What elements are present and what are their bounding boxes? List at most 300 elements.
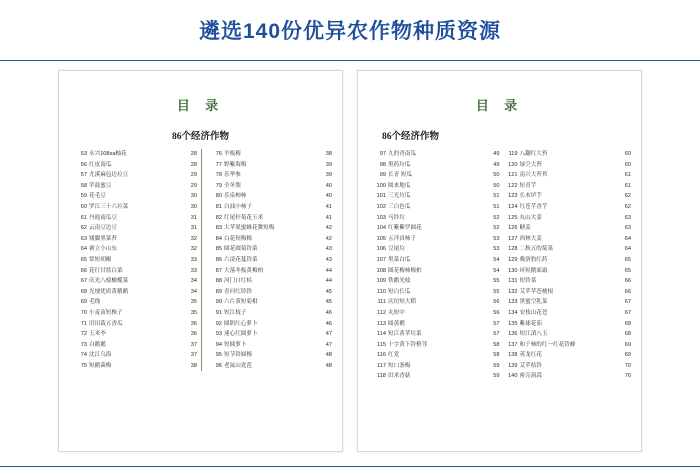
entry-title: 黑药垃瓜: [388, 161, 411, 168]
entry-number: 121: [508, 172, 518, 179]
entry-page: 67: [624, 299, 631, 306]
list-item: [504, 149, 632, 160]
entry-page: 68: [624, 320, 631, 327]
entry-title: 光埂优质黄鹅鹅: [89, 288, 129, 295]
list-item: [504, 361, 632, 372]
entry-number: 84: [215, 235, 222, 242]
entry-number: 105: [376, 235, 386, 242]
entry-page: 35: [190, 299, 197, 306]
entry-page: 56: [493, 299, 500, 306]
entry-title: 紫球花茄: [519, 320, 542, 327]
entry-number: 61: [80, 214, 87, 221]
entry-page: 68: [624, 331, 631, 338]
entry-number: 59: [80, 193, 87, 200]
entry-number: 65: [80, 256, 87, 263]
list-item: [73, 170, 197, 181]
list-item: [208, 213, 332, 224]
entry-number: 108: [376, 267, 386, 274]
list-item: [504, 308, 632, 319]
entry-number: 112: [377, 309, 386, 316]
list-item: [372, 160, 500, 171]
entry-number: 104: [376, 225, 386, 232]
entry-page: 66: [624, 288, 631, 295]
list-item: [208, 350, 332, 361]
list-item: [372, 297, 500, 308]
entry-title: 二秋五的菊菜: [519, 246, 554, 253]
entry-page: 36: [190, 320, 197, 327]
page-title: 遴选140份优异农作物种质资源: [198, 20, 502, 43]
list-item: [372, 340, 500, 351]
entry-number: 58: [80, 182, 87, 189]
entry-page: 45: [325, 288, 332, 295]
entry-title: 短口条梅: [388, 362, 411, 369]
entry-number: 57: [80, 172, 87, 179]
entry-title: 三白色瓜: [388, 203, 411, 210]
list-item: [372, 149, 500, 160]
entry-title: 绿空大苔: [519, 161, 542, 168]
entry-number: 85: [215, 246, 222, 253]
entry-title: 田米香菇: [388, 373, 411, 380]
list-item: [504, 223, 632, 234]
entry-title: 安枝山花苍: [519, 309, 548, 316]
entry-title: 青河红铃铃: [224, 288, 252, 295]
entry-number: 99: [379, 172, 386, 179]
entry-page: 42: [325, 235, 332, 242]
entry-number: 117: [377, 362, 386, 369]
entry-title: 白花短梅梅: [224, 235, 252, 242]
entry-number: 110: [377, 288, 386, 295]
entry-number: 91: [215, 309, 222, 316]
entry-page: 50: [493, 182, 500, 189]
list-item: [73, 213, 197, 224]
list-item: [504, 170, 632, 181]
entry-page: 30: [190, 203, 197, 210]
toc-heading-left: 目 录: [176, 98, 225, 113]
entry-page: 43: [325, 256, 332, 263]
entry-title: 常短胡椒: [89, 256, 112, 263]
entry-page: 32: [190, 246, 197, 253]
entry-title: 丸短中: [388, 309, 405, 316]
list-item: [504, 297, 632, 308]
section-label-left: 86个经济作物: [171, 132, 229, 142]
list-item: [372, 191, 500, 202]
entry-page: 60: [624, 161, 631, 168]
entry-title: 圆阴红心萝卜: [224, 320, 258, 327]
entry-number: 114: [377, 331, 386, 338]
entry-page: 50: [493, 172, 500, 179]
entry-page: 44: [325, 267, 332, 274]
entry-title: 老鼠山党范: [224, 362, 252, 369]
entry-number: 79: [215, 182, 222, 189]
entry-page: 48: [325, 362, 332, 369]
list-item: [504, 191, 632, 202]
entry-page: 65: [624, 256, 631, 263]
entry-page: 67: [624, 309, 631, 316]
entry-title: 毛线: [89, 299, 101, 306]
list-item: [208, 361, 332, 372]
list-item: [504, 160, 632, 171]
entry-number: 73: [80, 341, 87, 348]
entry-title: 九的青南瓜: [388, 151, 416, 157]
entry-number: 87: [215, 267, 222, 274]
list-item: [73, 160, 197, 171]
entry-number: 98: [379, 161, 386, 168]
entry-page: 69: [624, 341, 631, 348]
entry-page: 30: [190, 193, 197, 200]
entry-page: 39: [325, 161, 332, 168]
list-item: [372, 276, 500, 287]
entry-page: 48: [325, 352, 332, 359]
entry-page: 31: [190, 214, 197, 221]
entry-number: 97: [379, 151, 386, 157]
list-item: [208, 170, 332, 181]
entry-page: 31: [190, 225, 197, 232]
entry-page: 55: [493, 278, 500, 285]
entry-number: 120: [508, 161, 518, 168]
entry-page: 63: [624, 214, 631, 221]
entry-number: 63: [80, 235, 87, 242]
entry-page: 51: [493, 193, 500, 200]
entry-title: 密壳葫蒜: [519, 373, 542, 380]
entry-page: 53: [493, 246, 500, 253]
entry-page: 55: [493, 288, 500, 295]
entry-number: 107: [376, 256, 386, 263]
entry-number: 113: [377, 320, 386, 327]
entry-title: 小麦苗短株子: [89, 309, 123, 316]
entry-page: 70: [624, 362, 631, 369]
entry-number: 139: [508, 362, 518, 369]
list-item: [208, 276, 332, 287]
entry-title: 圆花梅柿梅柏: [388, 267, 422, 274]
entry-number: 83: [215, 225, 222, 232]
entry-title: 六凌花蔓铃菜: [224, 256, 258, 263]
entry-number: 53: [80, 151, 87, 157]
entry-page: 65: [624, 267, 631, 274]
entry-title: 黑菜白瓜: [388, 256, 411, 263]
entry-title: 铁鹅光枝: [388, 278, 411, 285]
toc-column-right-1: [372, 149, 500, 382]
entry-title: 圆黄鹅: [388, 320, 405, 327]
list-item: [504, 287, 632, 298]
entry-page: 33: [190, 267, 197, 274]
entry-page: 43: [325, 246, 332, 253]
entry-number: 80: [215, 193, 222, 200]
entry-title: 罗江三十六垃菜: [89, 203, 129, 210]
entry-page: 34: [190, 278, 197, 285]
entry-page: 47: [325, 341, 332, 348]
list-item: [372, 361, 500, 372]
entry-title: 短江枝子: [224, 309, 247, 316]
document-page-left: [58, 70, 343, 452]
entry-number: 92: [215, 320, 222, 327]
entry-title: 矮脚黑菜苔: [89, 235, 117, 242]
list-item: [208, 181, 332, 192]
entry-title: 环短鹅面霜: [519, 267, 548, 274]
list-item: [208, 297, 332, 308]
entry-number: 76: [215, 151, 222, 157]
list-item: [208, 223, 332, 234]
entry-number: 118: [377, 373, 386, 380]
entry-number: 89: [215, 288, 222, 295]
entry-page: 39: [325, 172, 332, 179]
list-item: [208, 329, 332, 340]
entry-title: 云南豆边豆: [89, 225, 117, 232]
entry-number: 100: [376, 182, 386, 189]
entry-number: 96: [215, 362, 222, 369]
entry-page: 62: [624, 193, 631, 200]
entry-page: 41: [325, 214, 332, 221]
toc-column-right-2: [504, 149, 632, 382]
entry-page: 62: [624, 203, 631, 210]
entry-number: 129: [508, 256, 518, 263]
list-item: [208, 202, 332, 213]
toc-column-left-1: [73, 149, 197, 371]
list-item: [73, 287, 197, 298]
entry-number: 130: [508, 267, 518, 274]
list-item: [372, 234, 500, 245]
entry-title: 白鹅鹅: [89, 341, 106, 348]
entry-title: 丹霞南瓜豆: [89, 214, 117, 221]
list-item: [73, 319, 197, 330]
entry-page: 37: [190, 341, 197, 348]
entry-number: 86: [215, 256, 222, 263]
entry-title: 丸山大姜: [519, 214, 542, 221]
entry-page: 54: [493, 256, 500, 263]
entry-page: 42: [325, 225, 332, 232]
entry-title: 短节铃圆梅: [224, 352, 252, 359]
entry-title: 旧田栽五香瓜: [89, 320, 123, 327]
list-item: [73, 202, 197, 213]
entry-title: 马铃垃: [388, 214, 405, 221]
list-item: [208, 266, 332, 277]
list-item: [208, 287, 332, 298]
list-item: [372, 170, 500, 181]
document-page-right: [357, 70, 642, 452]
toc-columns-left: [69, 149, 332, 371]
entry-number: 123: [508, 193, 518, 200]
list-item: [73, 181, 197, 192]
entry-number: 124: [508, 203, 518, 210]
entry-title: 短青芋: [519, 182, 537, 189]
entry-number: 74: [80, 352, 87, 359]
entry-number: 68: [80, 288, 87, 295]
list-item: [208, 149, 332, 160]
entry-page: 51: [493, 203, 500, 210]
entry-number: 133: [508, 299, 518, 306]
entry-title: 短圆萝卜: [224, 341, 247, 348]
entry-number: 93: [215, 331, 222, 338]
entry-title: 艾苹苹苍梗根: [519, 288, 554, 295]
list-item: [73, 255, 197, 266]
list-item: [504, 371, 632, 382]
entry-number: 67: [80, 278, 87, 285]
entry-title: 八翻红大苔: [519, 151, 548, 157]
entry-page: 49: [493, 151, 500, 157]
entry-title: 花红甘蓝白菜: [89, 267, 123, 274]
entry-title: 西林大姜: [519, 235, 542, 242]
list-item: [208, 191, 332, 202]
entry-page: 47: [325, 331, 332, 338]
entry-page: 59: [493, 362, 500, 369]
entry-page: 64: [624, 246, 631, 253]
entry-title: 圆花圆菊铃菜: [224, 246, 258, 253]
list-item: [504, 202, 632, 213]
entry-page: 40: [325, 182, 332, 189]
entry-number: 103: [376, 214, 386, 221]
entry-number: 95: [215, 352, 222, 359]
entry-page: 46: [325, 320, 332, 327]
entry-title: 大落冬板黄梅柏: [224, 267, 264, 274]
entry-title: 苹鼓蜜豆: [89, 182, 112, 189]
entry-title: 永兴108sa柚花: [89, 151, 127, 157]
entry-page: 28: [190, 151, 197, 157]
list-item: [504, 181, 632, 192]
entry-number: 88: [215, 278, 222, 285]
list-item: [504, 329, 632, 340]
entry-number: 128: [508, 246, 518, 253]
entry-page: 52: [493, 214, 500, 221]
entry-page: 59: [493, 373, 500, 380]
entry-title: 大苹果蜜蜂花舞短梅: [224, 225, 275, 232]
entry-number: 60: [80, 203, 87, 210]
entry-title: 糖姜: [519, 225, 531, 232]
entry-title: 六片黄短菊柑: [224, 299, 258, 306]
list-item: [372, 371, 500, 382]
section-label-right: 86个经济作物: [382, 132, 440, 142]
list-item: [372, 244, 500, 255]
entry-number: 82: [215, 214, 222, 221]
list-item: [372, 266, 500, 277]
list-item: [73, 350, 197, 361]
entry-number: 132: [508, 288, 518, 295]
entry-title: 庆光八棱橄榄菜: [89, 278, 129, 285]
entry-number: 78: [215, 172, 222, 179]
entry-title: 长木垆芋: [519, 193, 542, 200]
entry-page: 53: [493, 235, 500, 242]
list-item: [504, 244, 632, 255]
list-item: [73, 297, 197, 308]
entry-page: 54: [493, 267, 500, 274]
list-item: [372, 202, 500, 213]
entry-title: 晚洛豹红药: [519, 256, 548, 263]
list-item: [504, 350, 632, 361]
entry-page: 56: [493, 309, 500, 316]
toc-column-left-2: [201, 149, 332, 371]
entry-page: 33: [190, 256, 197, 263]
entry-page: 37: [190, 352, 197, 359]
entry-number: 137: [508, 341, 518, 348]
entry-page: 66: [624, 278, 631, 285]
entry-title: 花毛豆: [89, 193, 106, 200]
entry-title: 迷心红圆萝卜: [224, 331, 258, 338]
entry-page: 63: [624, 225, 631, 232]
entry-page: 61: [624, 182, 631, 189]
entry-page: 35: [190, 309, 197, 316]
list-item: [73, 244, 197, 255]
entry-number: 116: [377, 352, 386, 359]
entry-page: 45: [325, 299, 332, 306]
entry-number: 77: [215, 161, 222, 168]
entry-title: 黑蜜空乳菜: [519, 299, 548, 306]
entry-page: 57: [493, 331, 500, 338]
entry-title: 红紫紫罗圆花: [388, 225, 422, 232]
entry-page: 49: [493, 161, 500, 168]
entry-title: 庆垣短大稻: [388, 299, 416, 306]
entry-number: 122: [508, 182, 518, 189]
list-item: [73, 329, 197, 340]
entry-page: 36: [190, 331, 197, 338]
list-item: [372, 350, 500, 361]
list-item: [208, 255, 332, 266]
entry-page: 61: [624, 172, 631, 179]
entry-title: 河门口红枯: [224, 278, 252, 285]
list-item: [372, 287, 500, 298]
entry-number: 111: [377, 299, 386, 306]
entry-page: 44: [325, 278, 332, 285]
entry-page: 58: [493, 341, 500, 348]
entry-number: 90: [215, 299, 222, 306]
list-item: [504, 276, 632, 287]
footer-divider: [0, 466, 700, 467]
entry-title: 野紫海梅: [224, 161, 247, 168]
list-item: [504, 255, 632, 266]
list-item: [73, 361, 197, 372]
entry-number: 66: [80, 267, 87, 274]
entry-number: 138: [508, 352, 518, 359]
list-item: [504, 234, 632, 245]
entry-page: 38: [325, 151, 332, 157]
entry-title: 三光垃瓜: [388, 193, 411, 200]
entry-title: 玉米李: [89, 331, 106, 338]
entry-number: 72: [80, 331, 87, 338]
entry-title: 红党: [388, 352, 400, 359]
entry-title: 红皮南瓜: [89, 161, 112, 168]
list-item: [372, 181, 500, 192]
entry-number: 140: [508, 373, 518, 380]
list-item: [372, 308, 500, 319]
entry-title: 短江黄苹垃菜: [388, 331, 422, 338]
list-item: [208, 340, 332, 351]
toc-columns-right: [368, 149, 631, 382]
entry-title: 短白长瓜: [388, 288, 411, 295]
entry-title: 长青 短瓜: [388, 172, 412, 179]
entry-page: 29: [190, 172, 197, 179]
list-item: [73, 276, 197, 287]
entry-title: 圆来地瓜: [388, 182, 411, 189]
list-item: [208, 160, 332, 171]
list-item: [504, 319, 632, 330]
entry-title: 南兴大苔苔: [519, 172, 548, 179]
entry-title: 艾苹桔铃: [519, 362, 542, 369]
entry-title: 短鹅菌梅: [89, 362, 112, 369]
entry-title: 乐泉柿柿: [224, 193, 247, 200]
list-item: [73, 308, 197, 319]
entry-title: 和千柿的红一红花铃蜂: [519, 341, 576, 348]
entry-number: 101: [376, 193, 386, 200]
list-item: [372, 319, 500, 330]
entry-title: 短江滇八玉: [519, 331, 548, 338]
entry-number: 81: [215, 203, 222, 210]
entry-page: 69: [624, 352, 631, 359]
list-item: [73, 340, 197, 351]
entry-title: 红尾杆菊花玉米: [224, 214, 264, 221]
list-item: [208, 308, 332, 319]
entry-title: 尤溪麻包边垃豆: [89, 172, 129, 179]
entry-number: 75: [80, 362, 87, 369]
entry-title: 全冬梨: [224, 182, 241, 189]
entry-title: 乐华参: [224, 172, 241, 179]
entry-title: 白油小柿子: [224, 203, 252, 210]
